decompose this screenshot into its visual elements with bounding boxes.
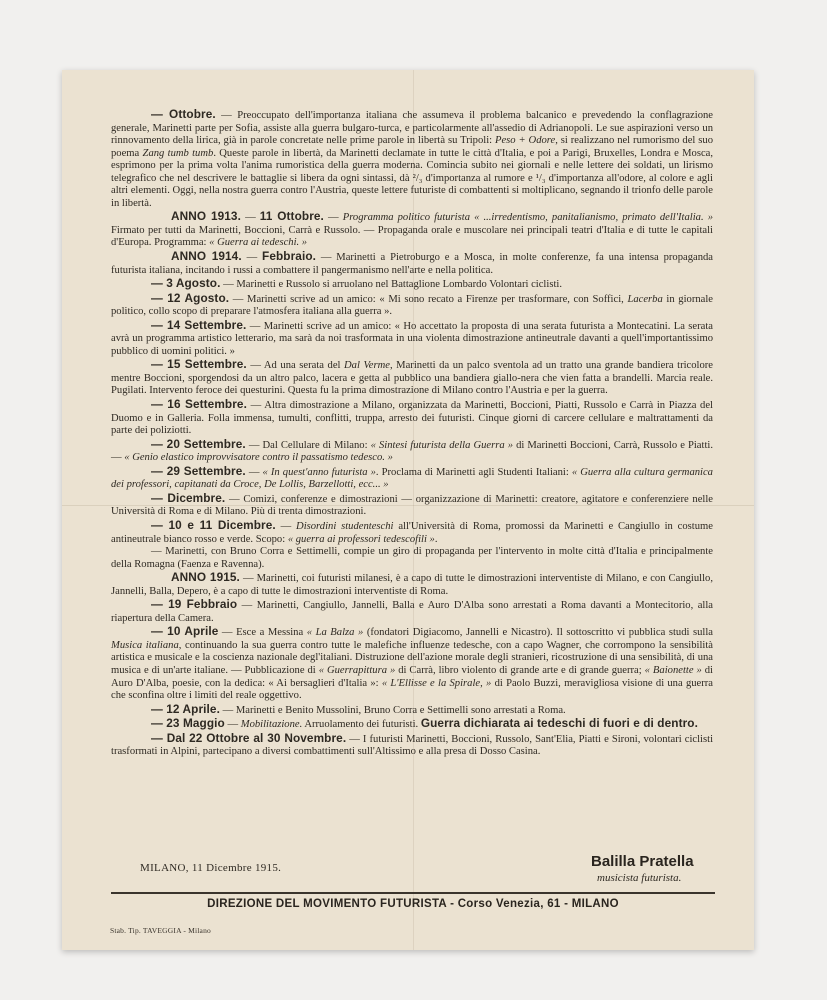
chronology-paragraph [111,492,713,519]
body-text: — Comizi, conferenze e dimostrazioni — organizzazione di Marinetti: creatore, agitatore e conferenziere nelle Università di Roma e di Milano. Più di trenta dimostrazioni. [111,493,714,518]
italic-text: Musica italiana [111,639,179,651]
body-text: — Marinetti a Pietroburgo e a Mosca, in molte conferenze, fa una intensa propaganda futurista italiana, incitando i russi a combattere il pangermanismo nell'arte e nella politica. [111,252,714,276]
body-text: — Marinetti, Cangiullo, Jannelli, Balla e Auro D'Alba sono arrestati a Roma davanti a Montecitorio, alla riapertura della Camera. [111,600,713,624]
chronology-paragraph [111,438,713,465]
italic-text: « La Balza » [306,627,364,639]
body-text: — [245,466,263,478]
entry-heading: — 16 Settembre. [151,397,247,412]
chronology-paragraph [111,546,713,571]
body-text: . Queste parole in libertà, da Marinetti declamate in tutte le città d'Italia, e poi a Parigi, Bruxelles, Londra e Mosca, esprimono per la prima volta l'anima rumoristica della guerra moderna. Comincia subito nei giornali e nelle lettere dei soldati, un lirismo telegrafico che nel descrivere le battaglie si libera da ogni sintassi, dà ²/₃ d'importanza al rumore e ¹/₃ d'importanza all'odore, al colore e agli altri elementi. Oggi, nella nostra guerra contro l'Austria, queste lettere futuriste di combattenti si moltiplicano, segnando il trionfo delle parole in libertà. [111,147,713,209]
italic-text: « Guerra ai tedeschi. » [209,237,308,249]
entry-heading: — 12 Aprile. [151,701,220,716]
body-text: di Marinetti Boccioni, Carrà, Russolo e Piatti. — [111,439,713,464]
body-text: all'Università di Roma, promossi da Marinetti e Cangiullo in costume antineutrale bianco rosso e verde. Scopo: [111,520,713,545]
italic-text: Dal Verme [344,360,390,372]
entry-heading: — 23 Maggio [151,716,225,731]
italic-text: « guerra ai professori tedescofili » [287,533,435,545]
body-text: Arruolamento dei futuristi. [302,719,421,731]
body-text: di Auro D'Alba, poesie, con la dedica: « Ai bersaglieri d'Italia »: [111,664,714,689]
chronology-paragraph [111,732,713,759]
body-text: Firmato per tutti da Marinetti, Boccioni, Carrà e Russolo. — Propaganda orale e muscolare nei principali teatri d'Italia e di tutte le capitali d'Europa. Programma: [111,224,713,249]
italic-text: « L'Ellisse e la Spirale, » [381,677,492,689]
entry-heading: ANNO 1913. [171,209,241,224]
body-text: , Marinetti da un palco sventola ad un tratto una grande bandiera tricolore mentre Boccioni, sporgendosi da un altro palco, lacera e getta al pubblico una bandiera giallo-nera che vien fatta a brandelli. Marcia reale. Pugilati. Intervento feroce dei questurini. Questa fu la prima dimostrazione di Milano contro l'Austria e per la guerra. [111,360,714,397]
entry-heading: — 10 e 11 Dicembre. [151,517,276,532]
body-text: di Carrà, libro violento di grande arte e di grande guerra; [395,664,645,676]
entry-heading: — 12 Agosto. [151,290,230,305]
italic-text: « In quest'anno futurista » [262,466,376,478]
body-text: di Paolo Buzzi, meravigliosa visione di una guerra che sconfina oltre i limiti del reale oggettivo. [111,677,713,702]
italic-text: « Guerrapittura » [318,664,396,676]
signature-date: MILANO, 11 Dicembre 1915. [140,862,282,874]
italic-text: Programma politico futurista « ...irredentismo, panitalianismo, primato dell'Italia. » [342,212,713,224]
body-text: — Marinetti scrive ad un amico: « Ho accettato la proposta di una serata futurista a Montecatini. La serata avrà un programma artistico letterario, ma sarà da noi trasformata in una violenta dimostrazione antineutrale davanti a quell'importantissimo pubblico di uomini politici. » [111,320,714,357]
chronology-paragraph [111,250,713,277]
chronology-paragraph [111,358,713,398]
entry-heading: 11 Ottobre. [259,209,324,224]
chronology-paragraph [111,319,713,359]
italic-text: Zang tumb tumb [142,147,214,159]
chronology-paragraph [111,465,713,492]
chronology-paragraph [111,717,713,732]
body-text: — [275,520,297,532]
body-text: — I futuristi Marinetti, Boccioni, Russolo, Sant'Elia, Piatti e Sironi, volontari ciclisti trasformati in Alpini, partecipano a diversi combattimenti sull'Altissimo e alla presa di Dosso Casina. [111,733,714,758]
body-text: (fondatori Digiacomo, Jannelli e Nicastro). Il sottoscritto vi pubblica studi sulla [363,627,713,639]
body-text: — Marinetti e Russolo si arruolano nel Battaglione Lombardo Volontari ciclisti. [220,279,562,291]
footer-address: DIREZIONE DEL MOVIMENTO FUTURISTA - Corso Venezia, 61 - MILANO [207,898,619,910]
chronology-paragraph [111,703,713,718]
body-text: — [241,252,263,264]
italic-text: « Baionette » [644,664,702,676]
italic-text: Mobilitazione. [240,719,303,731]
body-text: — Preoccupato dell'importanza italiana che assumeva il problema balcanico e prevedendo la conflagrazione generale, Marinetti parte per Sofia, assiste alla guerra bulgaro-turca, e particolarmente all'assedio di Adrianopoli. Le sue aspirazioni verso un rinnovamento della lirica, già in parole concretate nelle prime parole in libertà su Tripoli: [111,110,713,147]
chronology-paragraph [111,292,713,319]
chronology-body [111,108,713,759]
body-text: — Ad una serata del [246,360,345,372]
body-text: — Esce a Messina [218,627,307,639]
italic-text: Peso + Odore [495,135,556,147]
chronology-paragraph [111,108,713,210]
chronology-paragraph [111,398,713,438]
chronology-paragraph [111,210,713,250]
chronology-paragraph [111,277,713,292]
italic-text: Lacerba [627,293,663,305]
entry-heading: Febbraio. [262,249,317,264]
signature-role: musicista futurista. [597,872,682,884]
entry-heading: — 29 Settembre. [151,463,246,478]
signature-name: Balilla Pratella [591,853,694,870]
italic-text: « Genio elastico improvvisatore contro il passatismo tedesco. » [124,452,393,464]
body-text: — [224,719,241,731]
printer-credit: Stab. Tip. TAVEGGIA - Milano [110,926,211,935]
body-text: — Dal Cellulare di Milano: [245,439,371,451]
body-text: — [323,212,343,224]
chronology-paragraph [111,598,713,625]
body-text: . [434,533,438,545]
body-text: — Marinetti e Benito Mussolini, Bruno Corra e Settimelli sono arrestati a Roma. [219,704,566,716]
body-text: — [240,212,260,224]
footer-rule [111,892,715,894]
entry-heading: — 20 Settembre. [151,436,246,451]
entry-heading: — Ottobre. [151,107,216,121]
italic-text: Disordini studenteschi [296,520,394,532]
entry-heading: Guerra dichiarata ai tedeschi di fuori e di dentro. [420,716,698,731]
chronology-paragraph [111,625,713,702]
body-text: , si realizzano nel rumorismo del suo poema [111,135,714,159]
entry-heading: — 3 Agosto. [151,276,221,291]
entry-heading: — 14 Settembre. [151,317,247,332]
body-text: — Marinetti scrive ad un amico: « Mi sono recato a Firenze per trasformare, con Soffici, [229,293,628,305]
entry-heading: — 10 Aprile [151,624,219,639]
body-text: — Altra dimostrazione a Milano, organizzata da Marinetti, Boccioni, Piatti, Russolo e Carrà in Piazza del Duomo e in Galleria. Folla immensa, tumulti, conflitti, truppa, arresto dei futuristi. Cinque giorni di carcere cellulare e maltrattamenti da parte dei poliziotti. [111,400,713,437]
italic-text: « Guerra alla cultura germanica dei professori, capitanati da Croce, De Lollis, Barzellotti, ecc... » [111,466,713,491]
body-text: in giornale politico, collo scopo di preparare l'atmosfera italiana alla guerra ». [111,293,714,318]
chronology-paragraph [111,571,713,598]
entry-heading: — 19 Febbraio [151,597,238,612]
italic-text: « Sintesi futurista della Guerra » [370,439,514,451]
body-text: — Marinetti, con Bruno Corra e Settimelli, compie un giro di propaganda per l'intervento in molte città d'Italia e principalmente della Romagna (Faenza e Ravenna). [111,546,713,570]
entry-heading: — 15 Settembre. [151,357,247,372]
body-text: . Proclama di Marinetti agli Studenti Italiani: [375,466,572,478]
chronology-paragraph [111,519,713,546]
body-text: — Marinetti, coi futuristi milanesi, è a capo di tutte le dimostrazioni interventiste di Milano, e con Cangiullo, Jannelli, Balla, Depero, è a capo di tutte le dimostrazioni interventiste di Roma. [111,573,713,597]
entry-heading: — Dal 22 Ottobre al 30 Novembre. [151,730,347,745]
entry-heading: ANNO 1915. [171,570,240,585]
entry-heading: ANNO 1914. [171,249,242,264]
entry-heading: — Dicembre. [151,490,226,505]
body-text: , continuando la sua guerra contro tutte le malefiche influenze tedesche, con a capo Wagner, che corrompono la sensibilità artistica e musicale e la coscienza nazionale degl'italiani. Distruzione dell'azione morale degli stranieri, ricostruzione di una sensibilità, di una musica e di un'arte italiane. — Pubblicazione di [111,639,713,676]
